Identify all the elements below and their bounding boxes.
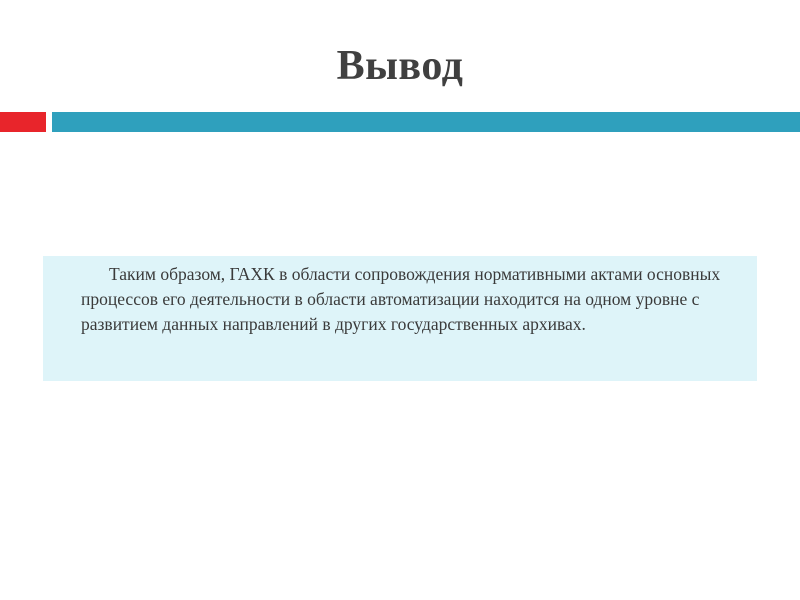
slide-title: Вывод <box>336 43 464 89</box>
content-paragraph: Таким образом, ГАХК в области сопровождения нормативными актами основных процессов его деятельности в области автоматизации находится на одном уровне с развитием данных направлений в других государственных архивах. <box>81 264 721 334</box>
content-box <box>43 256 757 381</box>
accent-bar-blue <box>52 112 800 132</box>
accent-bar-red <box>0 112 46 132</box>
